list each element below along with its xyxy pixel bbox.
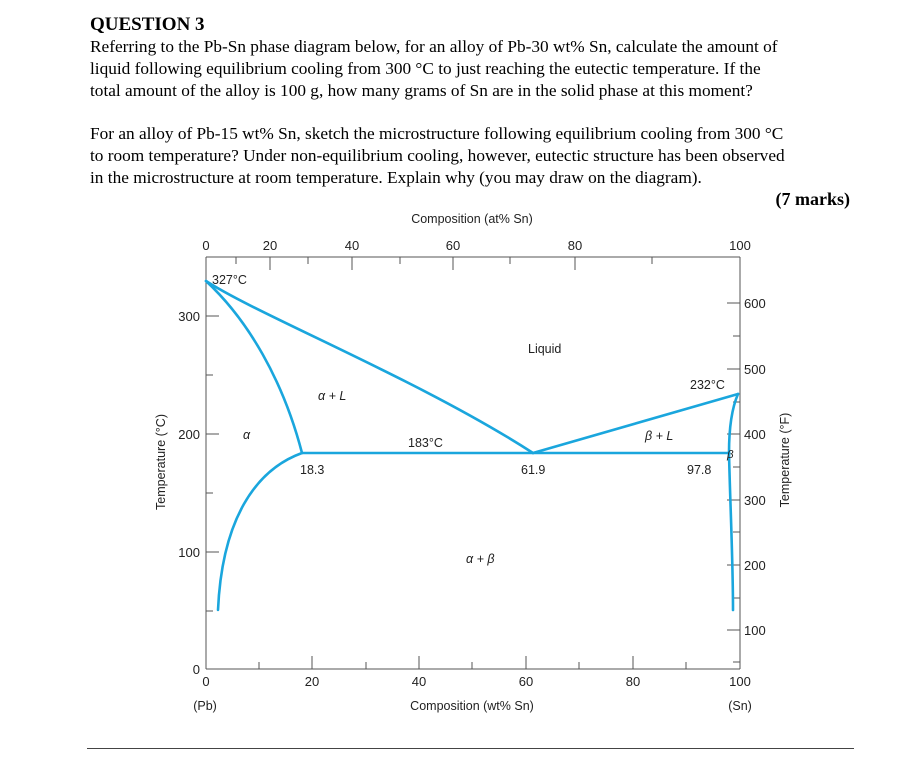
beta-limit-label: 97.8 (687, 463, 712, 477)
paragraph-2-line: to room temperature? Under non-equilibrium cooling, however, eutectic structure has been observed (90, 146, 785, 165)
right-tick-label: 100 (744, 623, 766, 638)
solvus-left (218, 453, 302, 610)
right-axis-title: Temperature (°F) (778, 412, 792, 508)
right-tick-label: 200 (744, 558, 766, 573)
solvus-right (729, 453, 733, 610)
alpha-limit-label: 18.3 (300, 463, 325, 477)
bottom-tick-label: 0 (202, 674, 210, 689)
bottom-tick-label: 40 (411, 674, 427, 689)
top-tick-label: 40 (344, 238, 360, 253)
bottom-divider (87, 748, 854, 749)
left-axis-title: Temperature (°C) (154, 414, 168, 510)
eutectic-temp-label: 183°C (408, 436, 443, 450)
axes-frame (206, 257, 740, 669)
tick-marks (206, 257, 740, 669)
right-tick-label: 500 (744, 362, 766, 377)
paragraph-2-line: in the microstructure at room temperature. Explain why (you may draw on the diagram). (90, 168, 702, 187)
paragraph-1-line: total amount of the alloy is 100 g, how many grams of Sn are in the solid phase at this moment? (90, 81, 753, 100)
left-tick-label: 300 (178, 309, 200, 324)
bottom-axis-title: Composition (wt% Sn) (410, 699, 534, 713)
phase-beta-label: β (727, 449, 734, 461)
eutectic-comp-label: 61.9 (521, 463, 546, 477)
top-tick-label: 60 (445, 238, 461, 253)
bottom-tick-label: 80 (625, 674, 641, 689)
solidus-right (729, 394, 738, 453)
phase-alpha-label: α (243, 428, 251, 442)
sn-melting-label: 232°C (690, 378, 725, 392)
right-tick-label: 600 (744, 296, 766, 311)
phase-liquid-label: Liquid (528, 342, 562, 356)
liquidus-left (206, 281, 533, 453)
paragraph-2-line: For an alloy of Pb-15 wt% Sn, sketch the microstructure following equilibrium cooling from 300 °C (90, 124, 784, 143)
phase-beta-liquid-label: β + L (645, 429, 674, 443)
phase-alpha-beta-label: α + β (466, 552, 495, 566)
pb-melting-label: 327°C (212, 273, 247, 287)
left-tick-label: 0 (192, 662, 200, 677)
left-tick-label: 200 (178, 427, 200, 442)
top-tick-label: 80 (567, 238, 583, 253)
tick-labels (178, 238, 765, 689)
liquidus-right (533, 394, 738, 453)
question-title: QUESTION 3 (90, 14, 205, 35)
top-tick-label: 0 (202, 238, 210, 253)
right-tick-label: 300 (744, 493, 766, 508)
right-tick-label: 400 (744, 427, 766, 442)
paragraph-1-line: Referring to the Pb-Sn phase diagram below, for an alloy of Pb-30 wt% Sn, calculate the amount of (90, 37, 778, 56)
phase-alpha-liquid-label: α + L (318, 389, 347, 403)
top-tick-label: 20 (262, 238, 278, 253)
marks-label: (7 marks) (775, 189, 850, 209)
paragraph-1-line: liquid following equilibrium cooling from 300 °C to just reaching the eutectic temperature. If the (90, 59, 761, 78)
bottom-tick-label: 20 (304, 674, 320, 689)
top-axis-title: Composition (at% Sn) (411, 212, 533, 226)
top-tick-label: 100 (729, 238, 751, 253)
bottom-tick-label: 100 (729, 674, 751, 689)
pb-end-label: (Pb) (193, 699, 217, 713)
left-tick-label: 100 (178, 545, 200, 560)
sn-end-label: (Sn) (728, 699, 752, 713)
bottom-tick-label: 60 (518, 674, 534, 689)
